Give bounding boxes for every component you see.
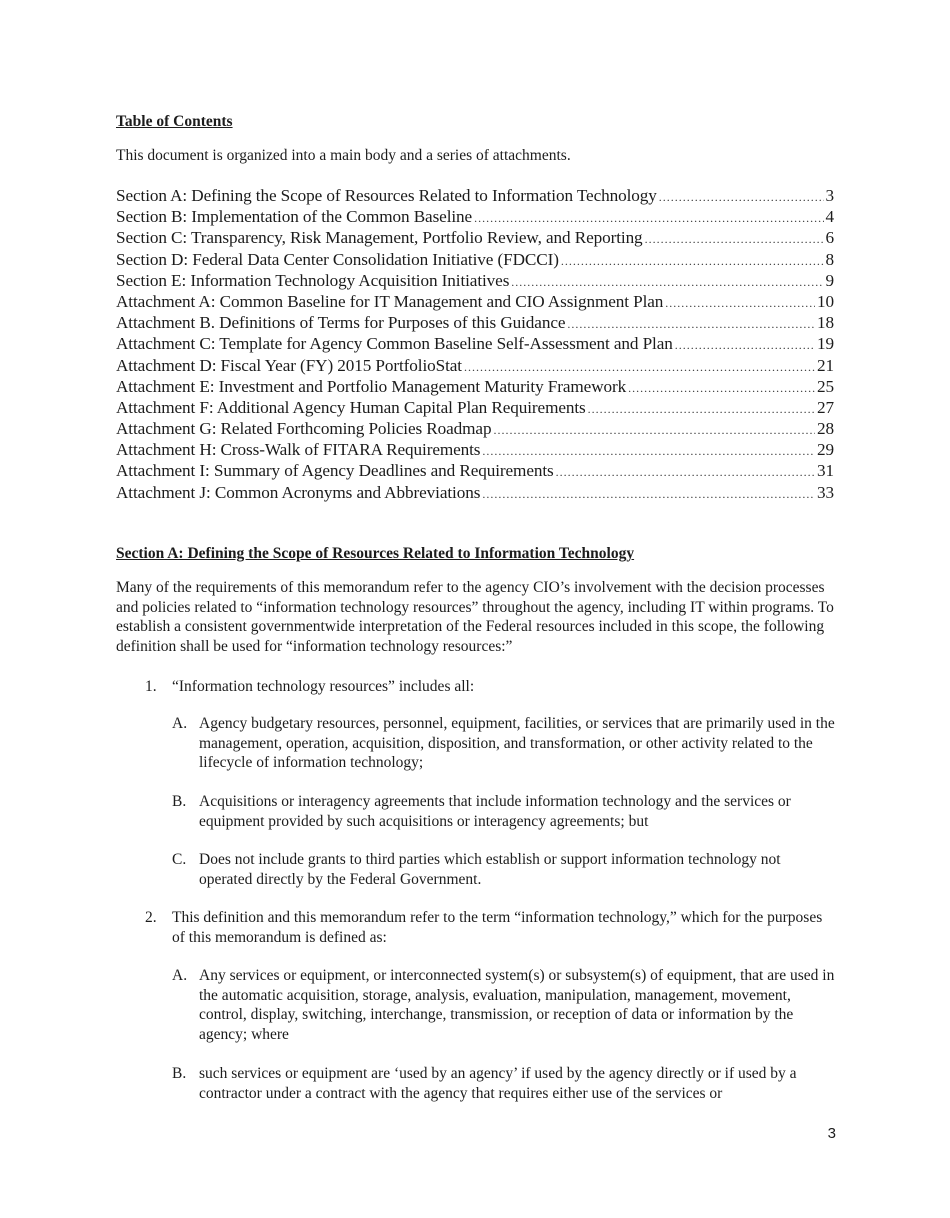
toc-leader-dots [474,208,823,229]
toc-entry-title: Attachment E: Investment and Portfolio Management Maturity Framework [116,376,627,396]
toc-entry-page: 25 [817,376,834,396]
toc-entry[interactable] [116,482,834,503]
toc-entry-title: Section D: Federal Data Center Consolidation Initiative (FDCCI) [116,249,559,269]
toc-entry-page: 33 [817,482,834,502]
toc-leader-dots [561,251,824,272]
list-item-2 [145,908,835,947]
toc-leader-dots [493,420,815,441]
toc-entry-title: Attachment I: Summary of Agency Deadlines and Requirements [116,461,554,481]
toc-entry[interactable] [116,355,834,376]
toc-entry-title: Section B: Implementation of the Common Baseline [116,207,473,227]
list-item-text: Agency budgetary resources, personnel, equipment, facilities, or services that are primarily used in the management, operation, acquisition, disposition, and transformation, or other activity related to the lifecycle of information technology; [199,715,835,771]
toc-entry-page: 4 [825,207,834,227]
list-marker: B. [172,1065,187,1082]
toc-entry[interactable] [116,249,834,270]
list-marker: B. [172,793,187,810]
section-a-heading: Section A: Defining the Scope of Resources Related to Information Technology [116,545,635,562]
toc-entry[interactable] [116,312,834,333]
list-item-2b [172,1064,836,1103]
toc-entry-page: 6 [825,228,834,248]
toc-entry[interactable] [116,270,834,291]
toc-entry-title: Attachment D: Fiscal Year (FY) 2015 PortfolioStat [116,355,462,375]
list-item-text: such services or equipment are ‘used by an agency’ if used by the agency directly or if used by a contractor under a contract with the agency that requires either use of the services or [199,1065,797,1102]
toc-entry-title: Attachment H: Cross-Walk of FITARA Requirements [116,440,481,460]
toc-entry-title: Section E: Information Technology Acquisition Initiatives [116,270,510,290]
toc-leader-dots [482,441,815,462]
toc-leader-dots [675,335,815,356]
toc-leader-dots [659,187,824,208]
list-item-text: This definition and this memorandum refer to the term “information technology,” which for the purposes of this memorandum is defined as: [172,909,823,946]
toc-entry[interactable] [116,291,834,312]
list-marker: A. [172,967,188,984]
toc-leader-dots [628,378,815,399]
toc-leader-dots [567,314,815,335]
toc-intro: This document is organized into a main body and a series of attachments. [116,147,571,164]
toc-leader-dots [588,399,815,420]
toc-entry-title: Attachment F: Additional Agency Human Capital Plan Requirements [116,397,586,417]
list-marker: A. [172,715,188,732]
toc-entry-page: 10 [817,291,834,311]
list-marker: 2. [145,909,157,926]
list-item-text: Does not include grants to third parties which establish or support information technology not operated directly by the Federal Government. [199,851,781,888]
section-a-paragraph: Many of the requirements of this memorandum refer to the agency CIO’s involvement with the decision processes and policies related to “information technology resources” throughout the agency, including IT within programs. To establish a consistent governmentwide interpretation of the Federal resources included in this scope, the following definition shall be used for “information technology resources:” [116,579,834,655]
toc-entry[interactable] [116,185,834,206]
toc-entry-title: Section A: Defining the Scope of Resources Related to Information Technology [116,186,657,205]
list-item-1 [145,677,835,697]
toc-leader-dots [665,293,815,314]
toc-entry-page: 18 [817,313,834,333]
toc-entry-title: Attachment C: Template for Agency Common Baseline Self-Assessment and Plan [116,334,673,354]
list-item-1b [172,792,836,831]
toc-entry-page: 31 [817,461,834,481]
toc-entry-page: 29 [817,440,834,460]
toc-entry-page: 9 [825,270,834,290]
toc-leader-dots [645,229,824,250]
toc-entry[interactable] [116,376,834,397]
toc-entry-page: 19 [817,334,834,354]
toc-entry[interactable] [116,227,834,248]
toc-entry-title: Attachment J: Common Acronyms and Abbreviations [116,482,481,502]
list-item-1c [172,850,836,889]
toc-entry-title: Attachment G: Related Forthcoming Policies Roadmap [116,419,492,439]
toc-leader-dots [556,462,815,483]
toc-entry-page: 28 [817,419,834,439]
toc-entry-title: Attachment B. Definitions of Terms for Purposes of this Guidance [116,313,566,333]
list-item-text: Acquisitions or interagency agreements that include information technology and the services or equipment provided by such acquisitions or interagency agreements; but [199,793,791,830]
list-marker: 1. [145,678,157,695]
list-item-text: Any services or equipment, or interconnected system(s) or subsystem(s) of equipment, that are used in the automatic acquisition, storage, analysis, evaluation, manipulation, management, movement, control, display, switching, interchange, transmission, or reception of data or information by the agency; where [199,967,835,1043]
toc-entry[interactable] [116,460,834,481]
toc-entry[interactable] [116,333,834,354]
toc-list [116,185,834,503]
list-item-1a [172,714,836,773]
toc-entry-page: 8 [825,249,834,269]
toc-heading: Table of Contents [116,113,233,130]
list-item-2a [172,966,836,1044]
toc-entry-page: 3 [825,186,834,205]
list-item-text: “Information technology resources” includes all: [172,678,475,695]
toc-entry[interactable] [116,397,834,418]
toc-entry-page: 21 [817,355,834,375]
toc-entry[interactable] [116,439,834,460]
toc-leader-dots [511,272,823,293]
list-marker: C. [172,851,187,868]
toc-entry-title: Attachment A: Common Baseline for IT Management and CIO Assignment Plan [116,291,664,311]
toc-entry[interactable] [116,206,834,227]
toc-leader-dots [482,484,815,505]
toc-leader-dots [464,357,815,378]
toc-entry-title: Section C: Transparency, Risk Management, Portfolio Review, and Reporting [116,228,643,248]
toc-entry[interactable] [116,418,834,439]
toc-entry-page: 27 [817,397,834,417]
page-number: 3 [827,1125,836,1142]
